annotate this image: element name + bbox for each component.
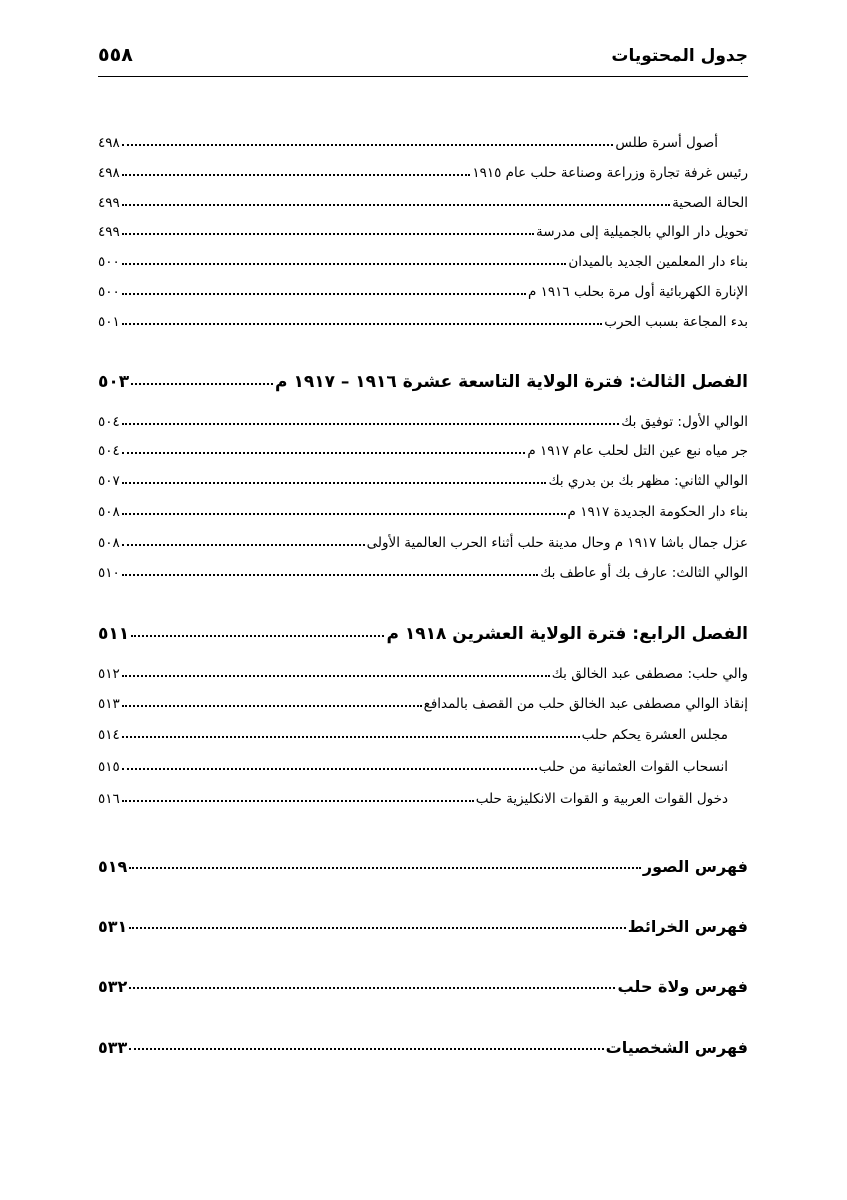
toc-entry <box>98 494 748 520</box>
toc-entry-page: ٥٠٤ <box>98 414 120 430</box>
toc-entry-title: الوالي الثالث: عارف بك أو عاطف بك <box>540 565 748 581</box>
toc-entry-page: ٥٠٠ <box>98 284 120 300</box>
toc-entry-title: عزل جمال باشا ١٩١٧ م وحال مدينة حلب أثناء الحرب العالمية الأولى <box>366 535 748 551</box>
dot-leader <box>129 1048 603 1050</box>
toc-entry-page: ٤٩٩ <box>98 195 120 211</box>
toc-entry <box>98 781 728 807</box>
index-page: ٥٣١ <box>98 917 128 936</box>
dot-leader <box>122 423 619 425</box>
dot-leader <box>131 635 384 637</box>
toc-entry-title: الإنارة الكهربائية أول مرة بحلب ١٩١٦ م <box>528 284 748 300</box>
toc-entry-title: الوالي الثاني: مظهر بك بن بدري بك <box>548 473 748 489</box>
chapter-heading-4 <box>98 614 748 644</box>
dot-leader <box>122 293 526 295</box>
dot-leader <box>122 204 670 206</box>
toc-entry-title: الحالة الصحية <box>672 195 748 211</box>
index-entry <box>98 1027 748 1057</box>
dot-leader <box>129 987 615 989</box>
toc-entry-title: بناء دار الحكومة الجديدة ١٩١٧ م <box>567 504 748 520</box>
toc-entry <box>98 717 728 743</box>
dot-leader <box>122 144 614 146</box>
toc-entry-title: رئيس غرفة تجارة وزراعة وصناعة حلب عام ١٩١٥ <box>472 165 748 181</box>
index-title: فهرس ولاة حلب <box>617 977 748 996</box>
dot-leader <box>129 927 625 929</box>
chapter-page: ٥٠٣ <box>98 372 130 392</box>
toc-entry-title: دخول القوات العربية و القوات الانكليزية حلب <box>475 791 728 807</box>
dot-leader <box>122 452 526 454</box>
toc-entry <box>98 749 728 775</box>
toc-entry-title: الوالي الأول: توفيق بك <box>621 414 748 430</box>
toc-entry-title: مجلس العشرة يحكم حلب <box>581 727 728 743</box>
chapter-heading-3 <box>98 362 748 392</box>
toc-entry-page: ٥٠٤ <box>98 443 120 459</box>
dot-leader <box>122 174 471 176</box>
toc-entry-title: بناء دار المعلمين الجديد بالميدان <box>568 254 748 270</box>
dot-leader <box>122 323 603 325</box>
toc-entry <box>98 404 748 430</box>
toc-entry-page: ٥١٥ <box>98 759 120 775</box>
toc-entry-page: ٥٠٠ <box>98 254 120 270</box>
dot-leader <box>131 383 273 385</box>
toc-entry-page: ٥٠٨ <box>98 504 120 520</box>
dot-leader <box>122 482 547 484</box>
index-entry <box>98 966 748 996</box>
toc-entry-page: ٥٠١ <box>98 314 120 330</box>
index-entry <box>98 906 748 936</box>
toc-entry-title: جر مياه نبع عين التل لحلب عام ١٩١٧ م <box>527 443 748 459</box>
dot-leader <box>122 233 534 235</box>
toc-entry <box>98 686 748 712</box>
dot-leader <box>122 513 566 515</box>
toc-entry-title: أصول أسرة طلس <box>615 135 718 151</box>
index-entry <box>98 846 748 876</box>
toc-entry <box>98 155 748 181</box>
chapter-page: ٥١١ <box>98 624 130 644</box>
index-title: فهرس الصور <box>642 857 748 876</box>
toc-entry <box>98 555 748 581</box>
toc-entry-page: ٤٩٨ <box>98 165 120 181</box>
toc-entry <box>98 463 748 489</box>
index-page: ٥٣٢ <box>98 977 128 996</box>
running-title: جدول المحتويات <box>611 46 748 66</box>
dot-leader <box>122 736 580 738</box>
toc-entry-page: ٥١٦ <box>98 791 120 807</box>
dot-leader <box>122 800 474 802</box>
toc-entry <box>98 214 748 240</box>
toc-entry <box>98 125 718 151</box>
toc-entry-title: والي حلب: مصطفى عبد الخالق بك <box>551 666 748 682</box>
toc-entry-title: إنقاذ الوالي مصطفى عبد الخالق حلب من القصف بالمدافع <box>423 696 748 712</box>
toc-entry <box>98 656 748 682</box>
index-page: ٥١٩ <box>98 857 128 876</box>
dot-leader <box>122 263 567 265</box>
toc-entry-title: بدء المجاعة بسبب الحرب <box>604 314 748 330</box>
dot-leader <box>122 768 537 770</box>
dot-leader <box>122 544 365 546</box>
toc-entry-page: ٤٩٨ <box>98 135 120 151</box>
toc-entry <box>98 304 748 330</box>
toc-entry-page: ٥١٢ <box>98 666 120 682</box>
toc-entry-page: ٥١٤ <box>98 727 120 743</box>
toc-entry-page: ٥٠٨ <box>98 535 120 551</box>
dot-leader <box>129 867 641 869</box>
toc-entry-page: ٤٩٩ <box>98 224 120 240</box>
dot-leader <box>122 705 422 707</box>
toc-entry <box>98 244 748 270</box>
toc-entry-title: انسحاب القوات العثمانية من حلب <box>538 759 728 775</box>
index-title: فهرس الشخصيات <box>605 1038 748 1057</box>
chapter-title: الفصل الثالث: فترة الولاية التاسعة عشرة ١٩١٦ – ١٩١٧ م <box>275 372 748 392</box>
dot-leader <box>122 675 550 677</box>
toc-entry-title: تحويل دار الوالي بالجميلية إلى مدرسة <box>536 224 748 240</box>
toc-entry <box>98 433 748 459</box>
toc-entry <box>98 525 748 551</box>
toc-entry-page: ٥٠٧ <box>98 473 120 489</box>
toc-entry-page: ٥١٠ <box>98 565 120 581</box>
page-header <box>98 40 748 77</box>
toc-entry <box>98 274 748 300</box>
chapter-title: الفصل الرابع: فترة الولاية العشرين ١٩١٨ م <box>386 624 748 644</box>
index-page: ٥٣٣ <box>98 1038 128 1057</box>
dot-leader <box>122 574 538 576</box>
toc-entry-page: ٥١٣ <box>98 696 120 712</box>
toc-entry <box>98 185 748 211</box>
page-number: ٥٥٨ <box>98 44 133 66</box>
index-title: فهرس الخرائط <box>627 917 748 936</box>
